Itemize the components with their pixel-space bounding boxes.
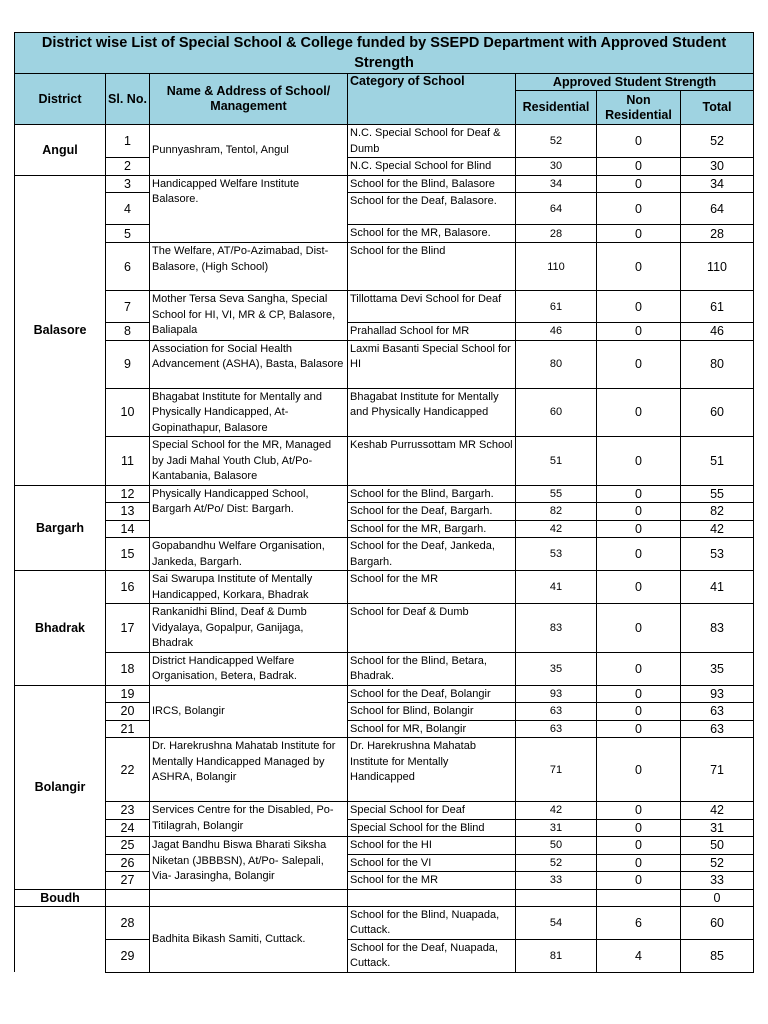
school-category: School for the MR [348,571,516,604]
non-residential-value: 0 [597,604,681,653]
school-category: School for Blind, Bolangir [348,703,516,721]
total-value: 82 [681,503,754,521]
school-name: Badhita Bikash Samiti, Cuttack. [150,906,348,972]
non-residential-value: 0 [597,323,681,341]
school-category: Special School for the Blind [348,819,516,837]
total-value: 53 [681,538,754,571]
row-sl: 21 [106,720,150,738]
special-school-table [14,32,754,973]
total-value: 50 [681,837,754,855]
row-sl: 28 [106,906,150,939]
row-sl: 8 [106,323,150,341]
non-residential-value: 0 [597,225,681,243]
total-value: 83 [681,604,754,653]
header-approved-strength: Approved Student Strength [516,74,754,91]
row-sl: 27 [106,872,150,890]
non-residential-value: 0 [597,388,681,437]
school-category: Special School for Deaf [348,802,516,820]
school-category: N.C. Special School for Blind [348,158,516,176]
school-category: School for the Blind [348,243,516,291]
total-value: 80 [681,340,754,388]
total-value: 0 [681,889,754,906]
residential-value: 52 [516,854,597,872]
row-sl: 4 [106,193,150,225]
empty-cell [348,889,516,906]
row-sl: 15 [106,538,150,571]
non-residential-value: 0 [597,243,681,291]
residential-value: 33 [516,872,597,890]
total-value: 85 [681,939,754,972]
total-value: 63 [681,720,754,738]
row-sl: 26 [106,854,150,872]
non-residential-value: 0 [597,685,681,703]
non-residential-value: 0 [597,193,681,225]
district-bargarh: Bargarh [15,485,106,571]
residential-value: 34 [516,175,597,193]
row-sl: 12 [106,485,150,503]
non-residential-value: 0 [597,837,681,855]
empty-cell [150,889,348,906]
school-name: Special School for the MR, Managed by Jadi Mahal Youth Club, At/Po-Kantabania, Balasore [150,437,348,486]
row-sl: 19 [106,685,150,703]
header-category: Category of School [348,74,516,125]
empty-cell [106,889,150,906]
school-category: School for the Deaf, Jankeda, Bargarh. [348,538,516,571]
non-residential-value: 0 [597,720,681,738]
residential-value: 41 [516,571,597,604]
non-residential-value: 6 [597,906,681,939]
residential-value: 61 [516,291,597,323]
total-value: 52 [681,854,754,872]
residential-value: 80 [516,340,597,388]
non-residential-value: 0 [597,503,681,521]
total-value: 51 [681,437,754,486]
total-value: 60 [681,906,754,939]
non-residential-value: 0 [597,538,681,571]
header-district: District [15,74,106,125]
school-name: Physically Handicapped School, Bargarh At/Po/ Dist: Bargarh. [150,485,348,538]
row-sl: 11 [106,437,150,486]
school-name: Handicapped Welfare Institute Balasore. [150,175,348,243]
school-category: School for the Deaf, Balasore. [348,193,516,225]
non-residential-value: 0 [597,175,681,193]
school-category: N.C. Special School for Deaf & Dumb [348,125,516,158]
residential-value: 53 [516,538,597,571]
total-value: 61 [681,291,754,323]
school-name: Mother Tersa Seva Sangha, Special School for HI, VI, MR & CP, Balasore, Baliapala [150,291,348,341]
school-name: IRCS, Bolangir [150,685,348,738]
residential-value: 110 [516,243,597,291]
row-sl: 18 [106,652,150,685]
school-category: Tillottama Devi School for Deaf [348,291,516,323]
row-sl: 22 [106,738,150,802]
non-residential-value: 0 [597,819,681,837]
non-residential-value: 0 [597,485,681,503]
row-sl: 3 [106,175,150,193]
school-category: School for MR, Bolangir [348,720,516,738]
school-category: Laxmi Basanti Special School for HI [348,340,516,388]
residential-value: 60 [516,388,597,437]
total-value: 71 [681,738,754,802]
school-category: School for the HI [348,837,516,855]
school-category: School for the Blind, Bargarh. [348,485,516,503]
non-residential-value: 0 [597,158,681,176]
district-angul: Angul [15,125,106,176]
school-category: School for the Deaf, Bolangir [348,685,516,703]
row-sl: 16 [106,571,150,604]
school-category: Bhagabat Institute for Mentally and Physically Handicapped [348,388,516,437]
total-value: 60 [681,388,754,437]
total-value: 93 [681,685,754,703]
non-residential-value: 0 [597,437,681,486]
empty-cell [516,889,597,906]
row-sl: 7 [106,291,150,323]
non-residential-value: 0 [597,802,681,820]
school-name: Association for Social Health Advancement (ASHA), Basta, Balasore [150,340,348,388]
non-residential-value: 0 [597,520,681,538]
total-value: 42 [681,802,754,820]
non-residential-value: 0 [597,738,681,802]
non-residential-value: 0 [597,291,681,323]
school-name: Services Centre for the Disabled, Po-Titilagrah, Bolangir [150,802,348,837]
total-value: 31 [681,819,754,837]
total-value: 41 [681,571,754,604]
document-table-sheet [14,32,753,973]
row-sl: 20 [106,703,150,721]
total-value: 34 [681,175,754,193]
school-name: District Handicapped Welfare Organisation, Betera, Badrak. [150,652,348,685]
residential-value: 31 [516,819,597,837]
row-sl: 6 [106,243,150,291]
header-name-address: Name & Address of School/ Management [150,74,348,125]
row-sl: 13 [106,503,150,521]
school-category: School for Deaf & Dumb [348,604,516,653]
total-value: 55 [681,485,754,503]
total-value: 52 [681,125,754,158]
residential-value: 52 [516,125,597,158]
row-sl: 23 [106,802,150,820]
row-sl: 29 [106,939,150,972]
school-name: Sai Swarupa Institute of Mentally Handicapped, Korkara, Bhadrak [150,571,348,604]
non-residential-value: 0 [597,872,681,890]
residential-value: 82 [516,503,597,521]
header-non-residential: Non Residential [597,91,681,125]
header-slno: Sl. No. [106,74,150,125]
non-residential-value: 0 [597,652,681,685]
school-category: School for the MR [348,872,516,890]
residential-value: 63 [516,703,597,721]
non-residential-value: 0 [597,854,681,872]
row-sl: 25 [106,837,150,855]
residential-value: 81 [516,939,597,972]
residential-value: 30 [516,158,597,176]
non-residential-value: 4 [597,939,681,972]
residential-value: 51 [516,437,597,486]
district-balasore: Balasore [15,175,106,485]
residential-value: 54 [516,906,597,939]
residential-value: 35 [516,652,597,685]
total-value: 63 [681,703,754,721]
total-value: 46 [681,323,754,341]
district-bhadrak: Bhadrak [15,571,106,686]
residential-value: 93 [516,685,597,703]
total-value: 33 [681,872,754,890]
total-value: 35 [681,652,754,685]
total-value: 30 [681,158,754,176]
residential-value: 55 [516,485,597,503]
district-bolangir: Bolangir [15,685,106,889]
row-sl: 17 [106,604,150,653]
residential-value: 42 [516,520,597,538]
non-residential-value: 0 [597,125,681,158]
header-total: Total [681,91,754,125]
residential-value: 63 [516,720,597,738]
school-category: Prahallad School for MR [348,323,516,341]
empty-cell [597,889,681,906]
residential-value: 46 [516,323,597,341]
district-cell-empty [15,906,106,972]
school-category: Dr. Harekrushna Mahatab Institute for Mentally Handicapped [348,738,516,802]
school-name: Gopabandhu Welfare Organisation, Jankeda, Bargarh. [150,538,348,571]
school-name: Jagat Bandhu Biswa Bharati Siksha Niketan (JBBBSN), At/Po- Salepali, Via- Jarasingha, Bolangir [150,837,348,890]
row-sl: 14 [106,520,150,538]
school-name: Punnyashram, Tentol, Angul [150,125,348,176]
residential-value: 64 [516,193,597,225]
school-name: Dr. Harekrushna Mahatab Institute for Mentally Handicapped Managed by ASHRA, Bolangir [150,738,348,802]
header-residential: Residential [516,91,597,125]
residential-value: 50 [516,837,597,855]
school-category: School for the MR, Bargarh. [348,520,516,538]
school-name: Rankanidhi Blind, Deaf & Dumb Vidyalaya, Gopalpur, Ganijaga, Bhadrak [150,604,348,653]
school-category: Keshab Purrussottam MR School [348,437,516,486]
non-residential-value: 0 [597,703,681,721]
school-category: School for the MR, Balasore. [348,225,516,243]
total-value: 64 [681,193,754,225]
total-value: 110 [681,243,754,291]
school-category: School for the Blind, Balasore [348,175,516,193]
school-category: School for the Deaf, Nuapada, Cuttack. [348,939,516,972]
school-name: The Welfare, AT/Po-Azimabad, Dist-Balasore, (High School) [150,243,348,291]
total-value: 28 [681,225,754,243]
school-name: Bhagabat Institute for Mentally and Physically Handicapped, At-Gopinathapur, Balasore [150,388,348,437]
school-category: School for the Blind, Nuapada, Cuttack. [348,906,516,939]
total-value: 42 [681,520,754,538]
row-sl: 1 [106,125,150,158]
table-title: District wise List of Special School & College funded by SSEPD Department with Approved Student Strength [15,33,754,74]
school-category: School for the Deaf, Bargarh. [348,503,516,521]
residential-value: 42 [516,802,597,820]
row-sl: 10 [106,388,150,437]
row-sl: 2 [106,158,150,176]
residential-value: 28 [516,225,597,243]
residential-value: 83 [516,604,597,653]
district-boudh: Boudh [15,889,106,906]
non-residential-value: 0 [597,571,681,604]
school-category: School for the VI [348,854,516,872]
residential-value: 71 [516,738,597,802]
non-residential-value: 0 [597,340,681,388]
row-sl: 24 [106,819,150,837]
row-sl: 5 [106,225,150,243]
school-category: School for the Blind, Betara, Bhadrak. [348,652,516,685]
row-sl: 9 [106,340,150,388]
